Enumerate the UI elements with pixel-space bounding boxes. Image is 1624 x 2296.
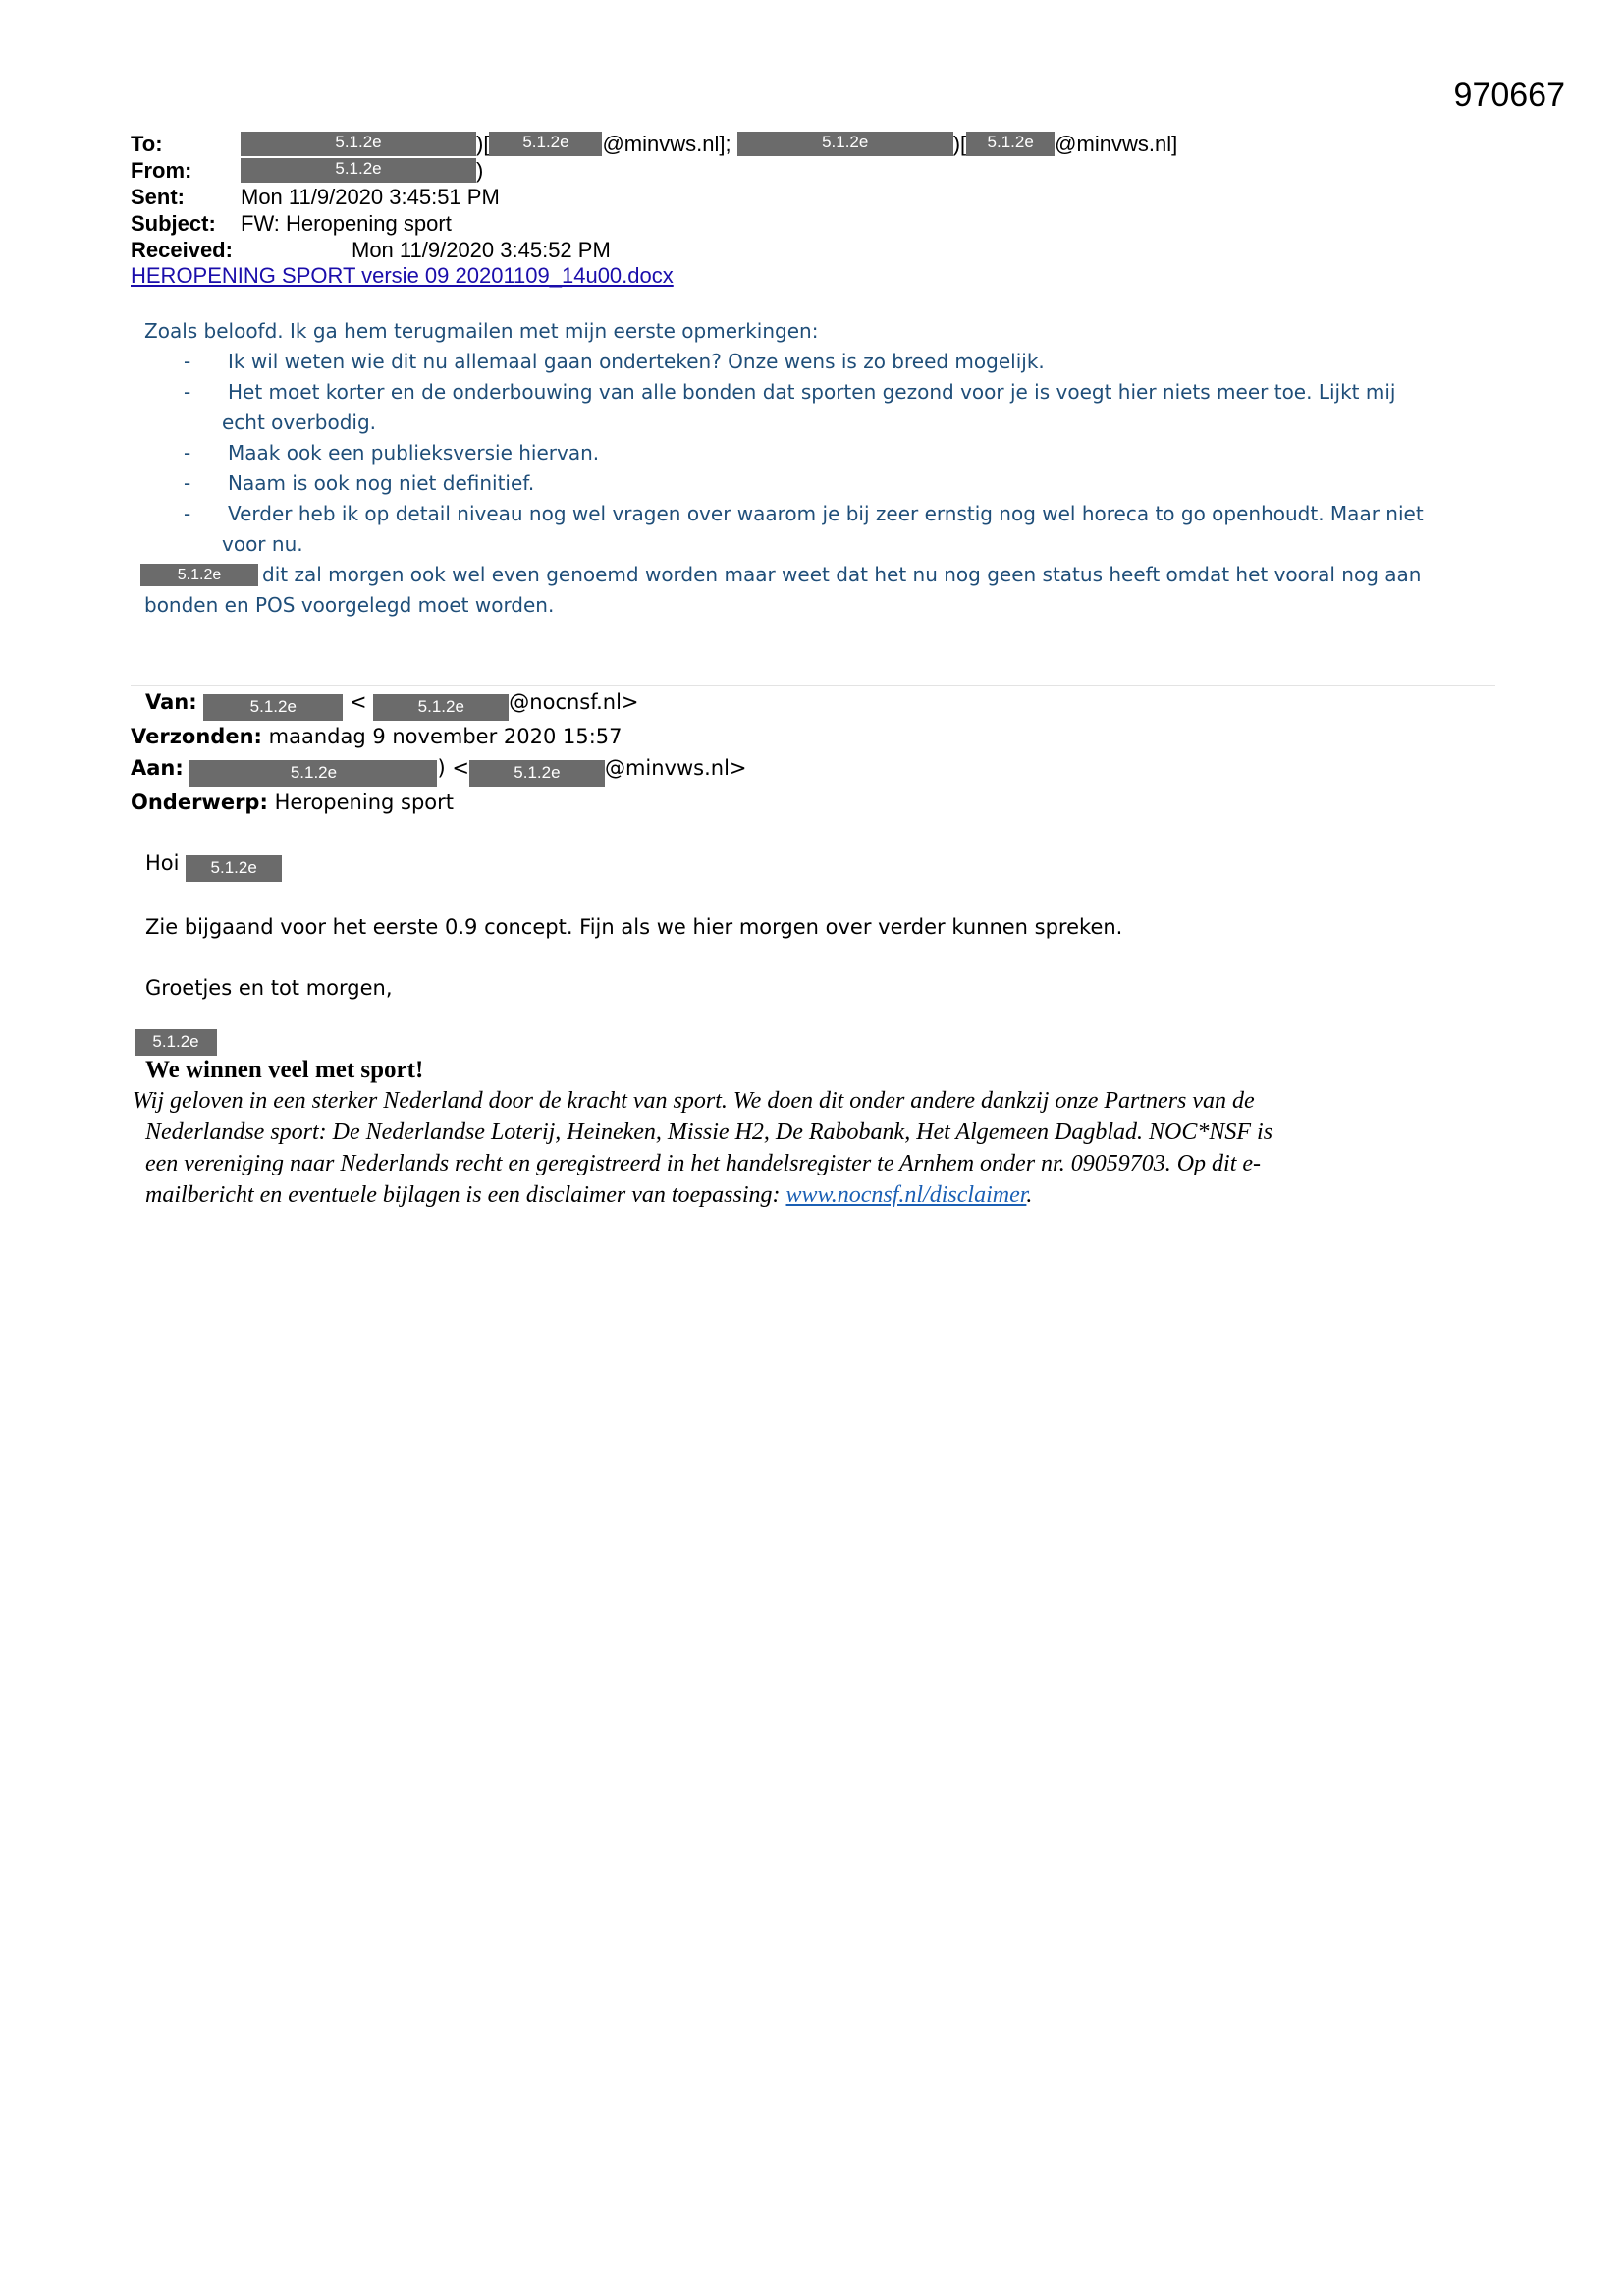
redaction-box: 5.1.2e [737,132,953,156]
to-label: To: [131,132,163,156]
document-number: 970667 [1453,77,1565,114]
redaction-box: 5.1.2e [241,132,476,156]
list-item: - Verder heb ik op detail niveau nog wel vragen over waarom je bij zeer ernstig nog wel horeca to go openhoudt. Maar niet voor nu. [184,502,1424,556]
redaction-box: 5.1.2e [135,1029,217,1056]
redaction-box: 5.1.2e [189,760,437,787]
redaction-box: 5.1.2e [140,564,258,586]
redaction-box: 5.1.2e [966,132,1055,156]
redaction-box: 5.1.2e [186,855,282,882]
redaction-box: 5.1.2e [241,158,476,183]
note-intro: Zoals beloofd. Ik ga hem terugmailen met mijn eerste opmerkingen: [144,319,819,343]
redaction-box: 5.1.2e [489,132,602,156]
greeting: Hoi 5.1.2e [145,847,1505,882]
forward-note [144,316,1499,621]
aan-row: Aan: 5.1.2e ) < 5.1.2e @minvws.nl> [131,752,1505,787]
sent-label: Sent: [131,185,185,209]
note-list [144,347,1499,560]
list-item: - Het moet korter en de onderbouwing van alle bonden dat sporten gezond voor je is voegt hier niets meer toe. Lijkt mij echt overbodig. [184,380,1396,434]
received-label: Received: [131,238,233,262]
list-item: - Naam is ook nog niet definitief. [184,471,535,495]
onderwerp-row: Onderwerp: Heropening sport [131,791,454,814]
signature-disclaimer: Wij geloven in een sterker Nederland door de kracht van sport. We doen dit onder andere dankzij onze Partners van de Nederlandse sport: De Nederlandse Loterij, Heineken, Missie H2, De Rabobank, Het Algemeen Dagblad. NOC*NSF is een vereniging naar Nederlands recht en geregistreerd in het handelsregister te Arnhem onder nr. 09059703. Op dit e- mailbericht en eventuele bijlagen is een disclaimer van toepassing: www.nocnsf.nl/disclaimer. [133,1088,1273,1208]
note-closing: 5.1.2e dit zal morgen ook wel even genoemd worden maar weet dat het nu nog geen status heeft omdat het vooral nog aan [140,560,1499,590]
sent-value: Mon 11/9/2020 3:45:51 PM [241,185,500,209]
list-item: - Maak ook een publieksversie hiervan. [184,441,600,465]
received-value: Mon 11/9/2020 3:45:52 PM [352,238,611,262]
from-value: 5.1.2e ) [241,157,483,184]
original-message [131,684,1505,1211]
message-body [131,847,1505,1004]
subject-value: FW: Heropening sport [241,211,452,236]
redaction-box: 5.1.2e [373,694,509,721]
list-item: - Ik wil weten wie dit nu allemaal gaan onderteken? Onze wens is zo breed mogelijk. [184,350,1045,373]
redaction-box: 5.1.2e [469,760,605,787]
from-label: From: [131,158,192,183]
van-row: Van: 5.1.2e < 5.1.2e @nocnsf.nl> [131,686,1505,721]
redaction-box: 5.1.2e [203,694,343,721]
signature-title: We winnen veel met sport! [145,1057,424,1083]
disclaimer-link[interactable]: www.nocnsf.nl/disclaimer [785,1182,1027,1208]
note-closing-2: bonden en POS voorgelegd moet worden. [144,593,555,617]
subject-label: Subject: [131,211,216,236]
verzonden-row: Verzonden: maandag 9 november 2020 15:57 [131,725,623,748]
to-value: 5.1.2e )[ 5.1.2e @minvws.nl]; 5.1.2e )[ 5.1.2e @minvws.nl] [241,131,1177,157]
closing: Groetjes en tot morgen, [145,976,393,1000]
attachment-link[interactable]: HEROPENING SPORT versie 09 20201109_14u00.docx [131,263,674,288]
body-paragraph: Zie bijgaand voor het eerste 0.9 concept. Fijn als we hier morgen over verder kunnen spreken. [145,915,1123,939]
